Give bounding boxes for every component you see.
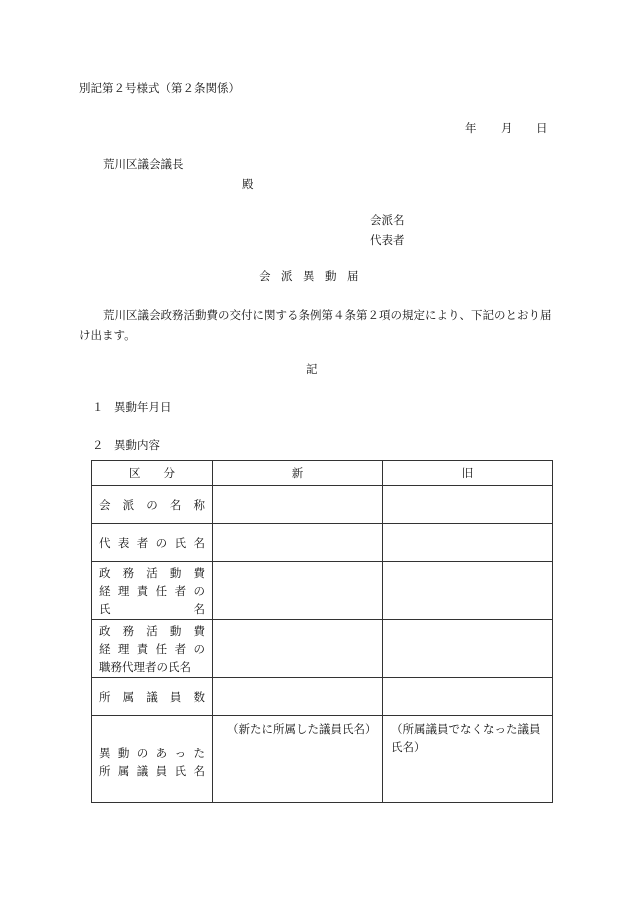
- label-line: [99, 744, 205, 762]
- label-char: 費: [193, 565, 205, 580]
- table-row: [92, 524, 553, 562]
- addressee: 荒川区議会議長: [103, 157, 184, 171]
- label-char: 任: [155, 583, 168, 598]
- label-char: 費: [193, 623, 205, 638]
- label-char: 経: [99, 641, 111, 656]
- table-row: [92, 716, 553, 803]
- cell-old-faction-name[interactable]: [383, 486, 553, 524]
- ki-heading: 記: [306, 362, 318, 376]
- cell-new-faction-name[interactable]: [213, 486, 383, 524]
- row-label-faction-name: [92, 486, 213, 524]
- label-char: あ: [155, 746, 168, 760]
- label-char: 者: [136, 535, 149, 550]
- label-char: 動: [117, 746, 130, 760]
- label-char: 属: [117, 764, 130, 778]
- label-char: 任: [155, 641, 168, 656]
- honorific: 殿: [242, 177, 254, 191]
- label-char: 属: [122, 689, 135, 704]
- date-year: 年: [465, 121, 477, 135]
- row-label-changed-members: [92, 716, 213, 803]
- label-char: 務: [122, 565, 135, 580]
- label-char: 表: [117, 535, 130, 550]
- label-char: 議: [146, 689, 158, 704]
- item-number: ２: [92, 438, 104, 452]
- label-char: 動: [169, 623, 182, 638]
- label-line: [99, 534, 205, 552]
- cell-new-accounting-officer[interactable]: [213, 562, 383, 620]
- table-header-row: [92, 461, 553, 486]
- header-old: 旧: [383, 461, 553, 486]
- item-change-details: [92, 437, 160, 453]
- header-new: 新: [213, 461, 383, 486]
- cell-removed-members[interactable]: [383, 716, 553, 803]
- body-paragraph: 荒川区議会政務活動費の交付に関する条例第４条第２項の規定により、下記のとおり届け出ます。: [79, 308, 552, 342]
- cell-new-member-count[interactable]: [213, 678, 383, 716]
- label-char: 名: [193, 535, 205, 550]
- date-month: 月: [501, 121, 513, 135]
- document-title: 会派異動届: [259, 269, 369, 283]
- item-number: １: [92, 400, 104, 414]
- cell-new-members[interactable]: [213, 716, 383, 803]
- item-label: 異動年月日: [114, 400, 172, 414]
- table-row: [92, 678, 553, 716]
- new-members-note: （新たに所属した議員氏名）: [227, 722, 377, 736]
- label-char: の: [146, 497, 158, 512]
- label-char: 所: [99, 764, 111, 778]
- label-char: 員: [155, 764, 168, 778]
- label-char: 数: [193, 689, 205, 704]
- header-category: 区 分: [92, 461, 213, 486]
- label-char: 務: [122, 623, 135, 638]
- label-char: っ: [174, 746, 187, 760]
- label-char: 活: [146, 565, 158, 580]
- label-line: [99, 582, 205, 600]
- label-char: 活: [146, 623, 158, 638]
- table-row: [92, 486, 553, 524]
- label-char: 氏: [174, 764, 187, 778]
- label-char: 名: [169, 497, 182, 512]
- label-char: 政: [99, 623, 111, 638]
- label-char: 称: [193, 497, 205, 512]
- date-line: [465, 120, 548, 136]
- representative-label: 代表者: [370, 233, 405, 247]
- row-label-accounting-officer: [92, 562, 213, 620]
- label-line: [99, 762, 205, 780]
- label-char: 責: [136, 583, 149, 598]
- row-label-accounting-deputy: [92, 620, 213, 678]
- date-day: 日: [536, 121, 548, 135]
- label-char: 員: [169, 689, 182, 704]
- label-char: の: [136, 746, 149, 760]
- label-char: 経: [99, 583, 111, 598]
- label-char: 所: [99, 689, 111, 704]
- label-char: 理: [117, 583, 130, 598]
- faction-name-label: 会派名: [370, 213, 405, 227]
- label-char: 氏: [99, 601, 111, 616]
- label-char: の: [155, 535, 168, 550]
- cell-new-representative-name[interactable]: [213, 524, 383, 562]
- cell-old-representative-name[interactable]: [383, 524, 553, 562]
- row-label-representative-name: [92, 524, 213, 562]
- label-char: の: [193, 641, 205, 656]
- label-line: [99, 688, 205, 706]
- label-char: 責: [136, 641, 149, 656]
- change-details-table: [91, 460, 553, 803]
- cell-new-accounting-deputy[interactable]: [213, 620, 383, 678]
- label-char: 異: [99, 746, 111, 760]
- label-char: の: [193, 583, 205, 598]
- table-row: [92, 562, 553, 620]
- cell-old-member-count[interactable]: [383, 678, 553, 716]
- label-line: [99, 622, 205, 640]
- label-char: 者: [174, 641, 187, 656]
- label-char: 派: [122, 497, 135, 512]
- cell-old-accounting-deputy[interactable]: [383, 620, 553, 678]
- label-char: 会: [99, 497, 111, 512]
- label-line: [99, 564, 205, 582]
- label-char: 政: [99, 565, 111, 580]
- label-line: [99, 640, 205, 658]
- table-row: [92, 620, 553, 678]
- row-label-member-count: [92, 678, 213, 716]
- label-char: 代: [99, 535, 111, 550]
- label-char: 議: [136, 764, 149, 778]
- label-char: 名: [193, 601, 205, 616]
- form-identifier: 別記第２号様式（第２条関係）: [79, 81, 240, 95]
- label-char: 理: [117, 641, 130, 656]
- label-line: 職務代理者の氏名: [99, 659, 191, 674]
- label-line: [99, 496, 205, 514]
- item-label: 異動内容: [114, 438, 160, 452]
- label-char: 氏: [174, 535, 187, 550]
- label-char: 動: [169, 565, 182, 580]
- item-change-date: [92, 399, 172, 415]
- removed-members-note: （所属議員でなくなった議員氏名）: [391, 722, 541, 754]
- label-line: [99, 600, 205, 618]
- label-char: 名: [193, 764, 205, 778]
- label-char: 者: [174, 583, 187, 598]
- cell-old-accounting-officer[interactable]: [383, 562, 553, 620]
- label-char: た: [193, 746, 205, 760]
